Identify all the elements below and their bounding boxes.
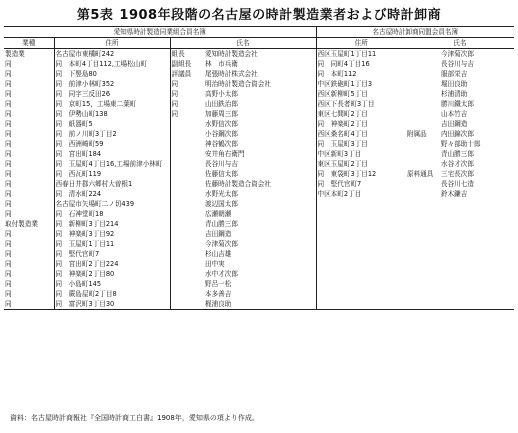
cell-shimei: 渡辺国太郎: [204, 199, 316, 209]
cell-shimei-2: [440, 239, 514, 249]
cell-yakushoku: [170, 169, 204, 179]
cell-category: [406, 279, 440, 289]
cell-shimei-2: 野々部助十郎: [441, 140, 481, 148]
cell-jusho-2: 西区玉屋町1丁目11: [317, 50, 377, 58]
cell-category: [406, 249, 440, 259]
cell-gyoshu: 同: [4, 139, 54, 149]
table-row: [4, 179, 514, 189]
cell-shimei-2: [440, 249, 514, 259]
cell-gyoshu: 取付製造業: [4, 219, 54, 229]
cell-gyoshu: 同: [4, 209, 54, 219]
cell-jusho-2: [316, 229, 406, 239]
cell-jusho: 名古屋市矢場町二ノ切439: [54, 199, 170, 209]
cell-shimei: 山田鉄治郎: [204, 99, 316, 109]
cell-shimei: 杉山吉雄: [204, 249, 316, 259]
cell-jusho: 同 前津小林町352: [54, 79, 170, 89]
cell-category: [406, 189, 440, 199]
cell-jusho-2: [316, 199, 406, 209]
table-row: [4, 49, 514, 60]
table-row: [4, 259, 514, 269]
table-row: [4, 119, 514, 129]
cell-gyoshu: 同: [4, 119, 54, 129]
cell-jusho-2: [316, 289, 406, 299]
cell-shimei: 佐藤信太郎: [204, 169, 316, 179]
cell-yakushoku: 同: [171, 90, 179, 98]
cell-shimei: 本多善吉: [204, 289, 316, 299]
table-row: [4, 69, 514, 79]
cell-shimei: 小谷鋼次郎: [204, 129, 316, 139]
cell-shimei-2: [440, 199, 514, 209]
cell-jusho-2: 同 玉屋町3丁目: [317, 140, 368, 148]
cell-shimei: 佐藤時計製造合資会社: [204, 179, 316, 189]
cell-jusho-2: [316, 249, 406, 259]
cell-yakushoku: 同: [171, 100, 179, 108]
cell-gyoshu: 同: [4, 199, 54, 209]
table-title: [0, 4, 518, 23]
cell-jusho: 同 本町4丁目112,工場松山町: [54, 59, 170, 69]
cell-gyoshu: 同: [4, 239, 54, 249]
cell-category: 原料通具: [407, 170, 434, 178]
cell-jusho-2: 同 神楽町2丁目: [317, 120, 368, 128]
cell-shimei: 広瀬朝瀬: [204, 209, 316, 219]
cell-shimei-2: [440, 269, 514, 279]
cell-yakushoku: [170, 139, 204, 149]
cell-category: [406, 49, 440, 60]
cell-shimei-2: [440, 209, 514, 219]
cell-shimei: 吉田鋼造: [204, 229, 316, 239]
cell-category: [406, 179, 440, 189]
cell-shimei-2: 山本竹吉: [441, 110, 468, 118]
cell-gyoshu: 同: [4, 89, 54, 99]
cell-shimei: 明治時計製造合資会社: [204, 79, 316, 89]
table-row: [4, 139, 514, 149]
cell-category: [406, 89, 440, 99]
cell-jusho-2: [316, 269, 406, 279]
table-row: [4, 79, 514, 89]
cell-yakushoku: [170, 189, 204, 199]
cell-yakushoku: [170, 159, 204, 169]
cell-shimei: 加藤周三郎: [204, 109, 316, 119]
cell-jusho-2: 西区桑名町4丁目: [317, 130, 368, 138]
table-row: [4, 189, 514, 199]
cell-category: [406, 289, 440, 299]
cell-gyoshu: 同: [4, 149, 54, 159]
cell-shimei: 安井角右衛門: [204, 149, 316, 159]
cell-yakushoku: [170, 149, 204, 159]
cell-jusho: 同 前ノ川町3丁目2: [54, 129, 170, 139]
table-row: [4, 89, 514, 99]
cell-jusho-2: 中区鉄砲町1丁目3: [317, 80, 373, 88]
col-header-gyoshu: 業種: [4, 38, 54, 49]
group-header-right: 名古屋時計卸商同盟会員名簿: [316, 27, 514, 38]
cell-yakushoku: [170, 279, 204, 289]
cell-shimei-2: [440, 279, 514, 289]
cell-yakushoku: [170, 229, 204, 239]
cell-gyoshu: 同: [4, 69, 54, 79]
cell-shimei: 高野小太郎: [204, 89, 316, 99]
group-header-left: 愛知県時計製造同業組合員名簿: [4, 27, 316, 38]
cell-jusho: 名古屋市東橘町242: [54, 49, 170, 60]
cell-gyoshu: 同: [4, 249, 54, 259]
cell-jusho: 同 宮出町184: [54, 149, 170, 159]
cell-category: [406, 229, 440, 239]
cell-gyoshu: 製造業: [4, 49, 54, 60]
cell-yakushoku: [170, 259, 204, 269]
cell-jusho: 同 堅代官町7: [54, 249, 170, 259]
cell-category: [406, 269, 440, 279]
cell-yakushoku: [170, 209, 204, 219]
cell-category: [406, 159, 440, 169]
cell-yakushoku: 同: [171, 110, 179, 118]
table-row: [4, 279, 514, 289]
cell-shimei: 梶浦良助: [204, 299, 316, 310]
cell-shimei-2: 勝川鐵太郎: [441, 100, 474, 108]
table-number: 第5表: [76, 8, 114, 23]
table-row: [4, 99, 514, 109]
cell-jusho: 同 紙器町5: [54, 119, 170, 129]
cell-category: [406, 219, 440, 229]
cell-category: [406, 239, 440, 249]
data-table: [4, 26, 514, 310]
table-row: [4, 289, 514, 299]
cell-category: [406, 109, 440, 119]
table-row: [4, 249, 514, 259]
col-header-jusho-2: 住所: [316, 38, 406, 49]
cell-jusho: 同 富沢町3丁目30: [54, 299, 170, 310]
cell-gyoshu: 同: [4, 109, 54, 119]
table-row: [4, 299, 514, 310]
cell-yakushoku: 組長: [171, 50, 185, 58]
cell-shimei-2: 青山勝三郎: [441, 150, 474, 158]
cell-jusho: 同 小島町145: [54, 279, 170, 289]
cell-jusho: 同 蕨島屋町2丁目8: [54, 289, 170, 299]
cell-category: [406, 149, 440, 159]
cell-shimei: 愛知時計製造会社: [204, 49, 316, 60]
cell-shimei-2: 今津菊次郎: [441, 50, 474, 58]
cell-jusho-2: [316, 259, 406, 269]
cell-category: [406, 99, 440, 109]
cell-jusho-2: 西区新柳町5丁目: [317, 90, 368, 98]
cell-shimei-2: 水谷才次郎: [441, 160, 474, 168]
cell-jusho: 同 神楽町2丁目80: [54, 269, 170, 279]
cell-gyoshu: 同: [4, 189, 54, 199]
cell-gyoshu: 同: [4, 99, 54, 109]
cell-yakushoku: [170, 179, 204, 189]
cell-shimei-2: [440, 289, 514, 299]
cell-category: [406, 59, 440, 69]
table-row: [4, 269, 514, 279]
cell-jusho-2: 東区七間町2丁目: [317, 110, 368, 118]
cell-gyoshu: 同: [4, 159, 54, 169]
table-row: [4, 59, 514, 69]
cell-jusho: 西春日井郡六郷村大曽根1: [54, 179, 170, 189]
cell-category: [406, 119, 440, 129]
cell-jusho: 同 清水町224: [54, 189, 170, 199]
cell-shimei-2: [440, 299, 514, 310]
table-row: [4, 219, 514, 229]
cell-gyoshu: 同: [4, 229, 54, 239]
cell-jusho-2: 同 同町4丁目16: [317, 60, 370, 68]
cell-jusho-2: 中区本町2丁目: [317, 190, 362, 198]
cell-gyoshu: 同: [4, 169, 54, 179]
cell-category: [406, 199, 440, 209]
table-row: [4, 209, 514, 219]
cell-yakushoku: [170, 269, 204, 279]
cell-yakushoku: [170, 239, 204, 249]
cell-jusho-2: 中区新町3丁目: [317, 150, 362, 158]
cell-category: [406, 299, 440, 310]
cell-gyoshu: 同: [4, 289, 54, 299]
cell-jusho: 同 宮出町2丁目224: [54, 259, 170, 269]
cell-yakushoku: [170, 299, 204, 310]
cell-jusho: 同 西瓦町119: [54, 169, 170, 179]
cell-shimei-2: 鈴木鎌吉: [441, 190, 468, 198]
cell-jusho: 同 石神堂町18: [54, 209, 170, 219]
cell-yakushoku: [170, 249, 204, 259]
source-note: 資料：名古屋時計商報社『全国時計商工白書』1908年，愛知県の項より作成。: [10, 414, 259, 422]
cell-shimei-2: 杉浦清助: [441, 90, 468, 98]
cell-jusho: 同 京町15，工場東二葉町: [54, 99, 170, 109]
table-row: [4, 129, 514, 139]
cell-yakushoku: [170, 219, 204, 229]
cell-shimei-2: 堀田良助: [441, 80, 468, 88]
table-body: [4, 49, 514, 310]
cell-jusho: 同 同字三反田26: [54, 89, 170, 99]
cell-category: [406, 209, 440, 219]
cell-jusho-2: 同 東袋町3丁目12: [317, 170, 377, 178]
col-header-shimei: 氏名: [170, 38, 316, 49]
cell-jusho-2: [316, 209, 406, 219]
cell-shimei: 青山勝三郎: [204, 219, 316, 229]
table-caption: 1908年段階の名古屋の時計製造業者および時計卸商: [119, 8, 442, 23]
cell-jusho: 同 新柳町3丁目214: [54, 219, 170, 229]
cell-shimei: 長谷川与吉: [204, 159, 316, 169]
cell-category: [406, 79, 440, 89]
cell-yakushoku: [170, 289, 204, 299]
cell-category: [406, 259, 440, 269]
cell-yakushoku: 評議員: [171, 70, 192, 78]
cell-yakushoku: [170, 199, 204, 209]
cell-gyoshu: 同: [4, 79, 54, 89]
cell-shimei-2: 三宅長次郎: [441, 170, 474, 178]
cell-shimei-2: [440, 219, 514, 229]
cell-jusho: 同 下竪島80: [54, 69, 170, 79]
cell-shimei-2: [440, 229, 514, 239]
table-row: [4, 199, 514, 209]
cell-shimei-2: 長谷川七造: [441, 180, 474, 188]
cell-shimei: 尾張時計株式会社: [204, 69, 316, 79]
cell-gyoshu: 同: [4, 299, 54, 310]
cell-jusho: 同 玉屋町4丁目16,工場前津小林町: [54, 159, 170, 169]
cell-shimei: 野呂一松: [204, 279, 316, 289]
cell-jusho-2: [316, 239, 406, 249]
cell-shimei: 水中才次郎: [204, 269, 316, 279]
cell-shimei: 田中実: [204, 259, 316, 269]
cell-jusho: 同 伊勢山町138: [54, 109, 170, 119]
cell-shimei: 水野光太郎: [204, 189, 316, 199]
table-row: [4, 229, 514, 239]
cell-category: 附属品: [407, 130, 427, 138]
col-header-jusho: 住所: [54, 38, 170, 49]
cell-yakushoku: 副組長: [171, 60, 192, 68]
cell-category: [406, 139, 440, 149]
cell-shimei-2: [440, 259, 514, 269]
cell-yakushoku: [170, 129, 204, 139]
cell-shimei: 今津菊次郎: [204, 239, 316, 249]
cell-gyoshu: 同: [4, 269, 54, 279]
cell-jusho-2: 同 本町112: [317, 70, 357, 78]
cell-jusho-2: [316, 219, 406, 229]
cell-shimei-2: 内田錦次郎: [441, 130, 474, 138]
cell-gyoshu: 同: [4, 59, 54, 69]
table-row: [4, 109, 514, 119]
cell-jusho-2: 西区下長者町3丁目: [317, 100, 375, 108]
cell-shimei-2: 吉田鋼造: [441, 120, 468, 128]
cell-jusho-2: 東区玉屋町2丁目: [317, 160, 368, 168]
table-row: [4, 149, 514, 159]
table-row: [4, 159, 514, 169]
cell-jusho: 同 西洲崎町59: [54, 139, 170, 149]
cell-jusho-2: 同 堅代官町7: [317, 180, 362, 188]
cell-jusho-2: [316, 299, 406, 310]
cell-jusho: 同 玉屋町1丁目11: [54, 239, 170, 249]
cell-jusho: 同 神楽町3丁目92: [54, 229, 170, 239]
table-row: [4, 239, 514, 249]
cell-shimei-2: 服部栄吉: [441, 70, 468, 78]
cell-yakushoku: [170, 119, 204, 129]
cell-gyoshu: 同: [4, 259, 54, 269]
cell-gyoshu: 同: [4, 279, 54, 289]
cell-shimei-2: 長谷川与吉: [441, 60, 474, 68]
table-row: [4, 169, 514, 179]
cell-shimei: 神谷鶴次郎: [204, 139, 316, 149]
cell-yakushoku: 同: [171, 80, 179, 88]
cell-category: [406, 69, 440, 79]
cell-shimei: 林 市兵衛: [204, 59, 316, 69]
cell-shimei: 水野信次郎: [204, 119, 316, 129]
col-header-shimei-2: 氏名: [406, 38, 514, 49]
cell-gyoshu: 同: [4, 129, 54, 139]
cell-jusho-2: [316, 279, 406, 289]
cell-gyoshu: 同: [4, 179, 54, 189]
